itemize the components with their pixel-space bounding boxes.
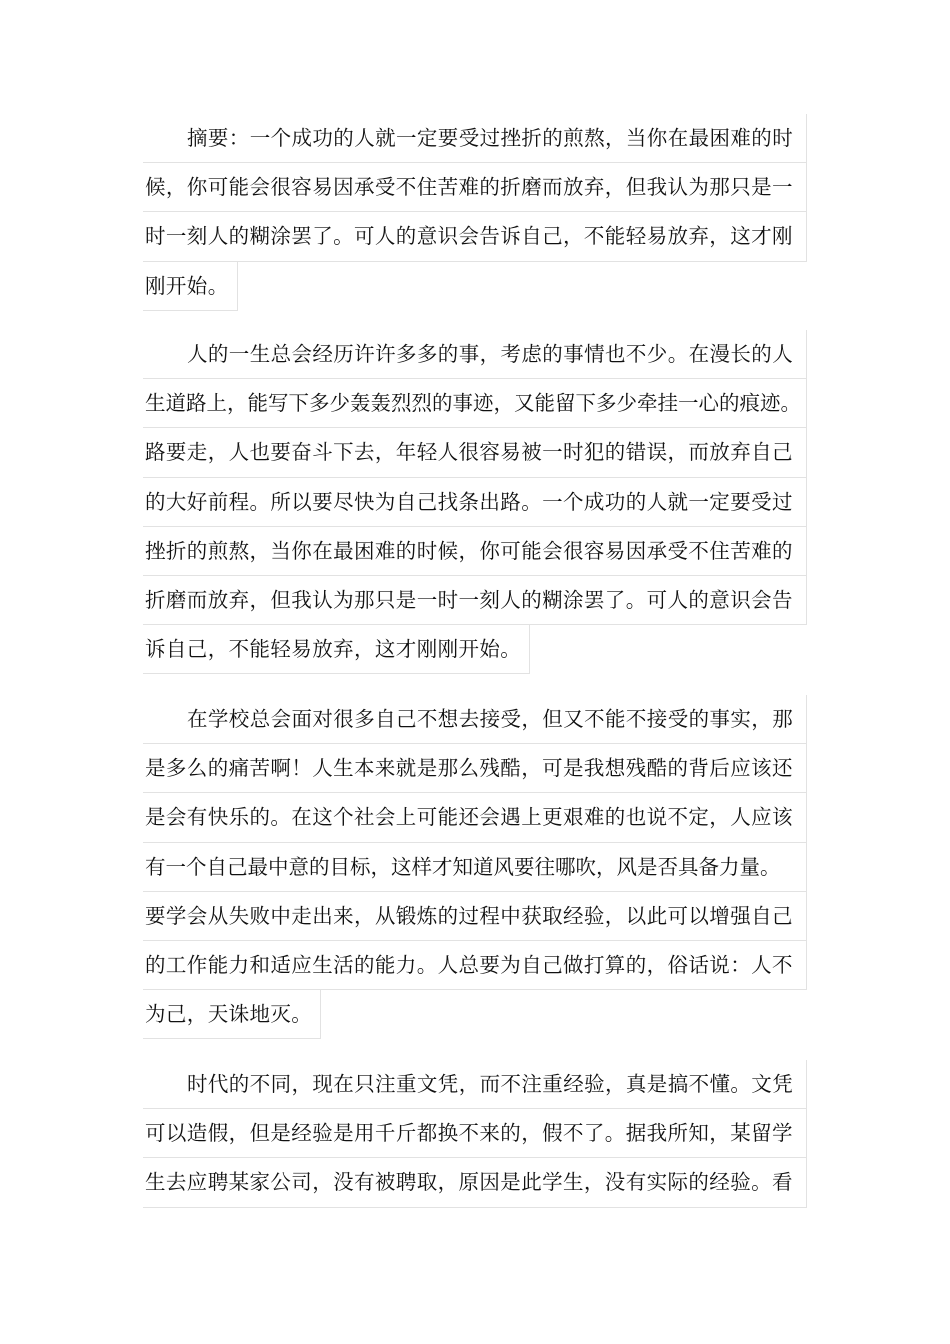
- text-line: 摘要：一个成功的人就一定要受过挫折的煎熬，当你在最困难的时: [143, 114, 807, 163]
- text-line: 生去应聘某家公司，没有被聘取，原因是此学生，没有实际的经验。看: [143, 1158, 807, 1207]
- text-line: 是会有快乐的。在这个社会上可能还会遇上更艰难的也说不定，人应该: [143, 793, 807, 842]
- text-line: 是多么的痛苦啊！人生本来就是那么残酷，可是我想残酷的背后应该还: [143, 744, 807, 793]
- paragraph-4: [143, 1060, 807, 1208]
- text-line: 挫折的煎熬，当你在最困难的时候，你可能会很容易因承受不住苦难的: [143, 527, 807, 576]
- text-line: 有一个自己最中意的目标，这样才知道风要往哪吹，风是否具备力量。: [143, 843, 807, 892]
- text-line: 折磨而放弃，但我认为那只是一时一刻人的糊涂罢了。可人的意识会告: [143, 576, 807, 625]
- text-line: 的大好前程。所以要尽快为自己找条出路。一个成功的人就一定要受过: [143, 478, 807, 527]
- text-line: 人的一生总会经历许许多多的事，考虑的事情也不少。在漫长的人: [143, 330, 807, 379]
- paragraph-3: [143, 695, 807, 1043]
- text-line: 的工作能力和适应生活的能力。人总要为自己做打算的，俗话说：人不: [143, 941, 807, 990]
- text-line: 为己，天诛地灭。: [143, 990, 321, 1039]
- text-line: 在学校总会面对很多自己不想去接受，但又不能不接受的事实，那: [143, 695, 807, 744]
- paragraph-abstract: [143, 114, 807, 315]
- text-line: 生道路上，能写下多少轰轰烈烈的事迹，又能留下多少牵挂一心的痕迹。: [143, 379, 807, 428]
- text-line: 路要走，人也要奋斗下去，年轻人很容易被一时犯的错误，而放弃自己: [143, 428, 807, 477]
- text-line: 候，你可能会很容易因承受不住苦难的折磨而放弃，但我认为那只是一: [143, 163, 807, 212]
- text-line: 要学会从失败中走出来，从锻炼的过程中获取经验，以此可以增强自己: [143, 892, 807, 941]
- text-line: 刚开始。: [143, 262, 238, 311]
- text-line: 可以造假，但是经验是用千斤都换不来的，假不了。据我所知，某留学: [143, 1109, 807, 1158]
- text-line: 时代的不同，现在只注重文凭，而不注重经验，真是搞不懂。文凭: [143, 1060, 807, 1109]
- paragraph-2: [143, 330, 807, 678]
- text-line: 时一刻人的糊涂罢了。可人的意识会告诉自己，不能轻易放弃，这才刚: [143, 212, 807, 261]
- text-line: 诉自己，不能轻易放弃，这才刚刚开始。: [143, 625, 530, 674]
